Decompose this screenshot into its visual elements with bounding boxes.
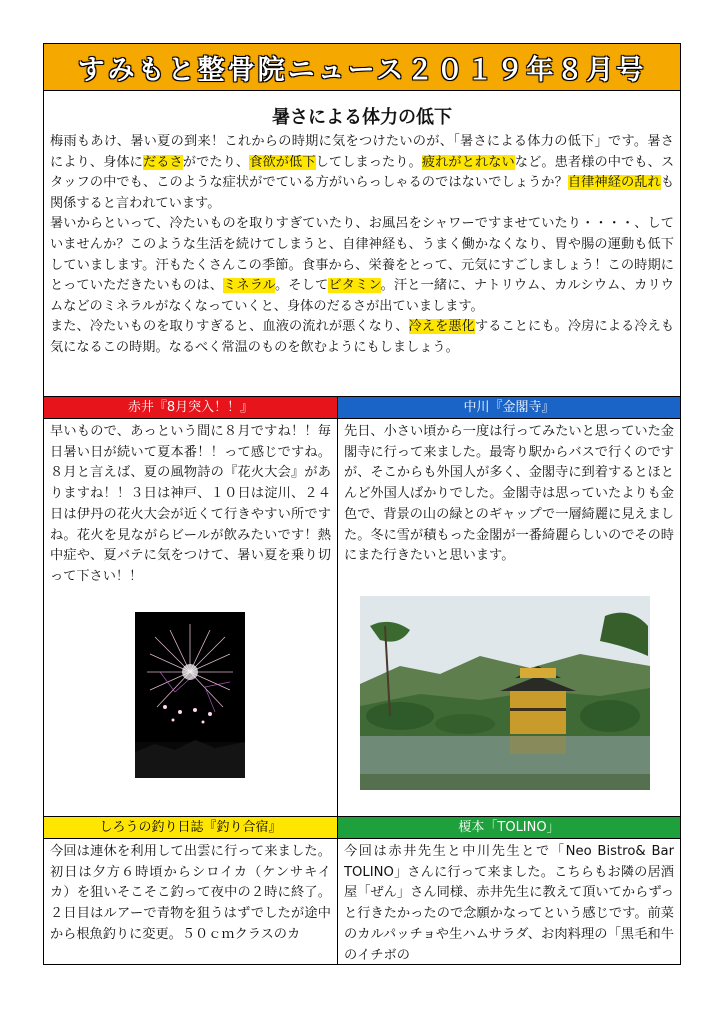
lead-article-body xyxy=(44,127,680,359)
highlight-text: 疲れがとれない xyxy=(421,154,515,170)
newsletter-frame xyxy=(43,43,681,965)
shirou-text: 今回は連休を利用して出雲に行って来ました。初日は夕方６時頃からシロイカ（ケンサキイカ）を狙いそこそこ釣って夜中の２時に終了。２日目はルアーで青物を狙うはずでしたが途中から根魚釣りに変更。５０ｃｍクラスのカ xyxy=(50,844,331,942)
highlight-text: だるさ xyxy=(142,154,183,170)
nakagawa-text: 先日、小さい頃から一度は行ってみたいと思っていた金閣寺に行って来ました。最寄り駅からバスで行くのですが、そこからも外国人が多く、金閣寺に到着するとほとんど外国人ばかりでした。金閣寺は思っていたよりも金色で、背景の山の緑とのギャップで一層綺麗に見えました。冬に雪が積もった金閣が一番綺麗らしいのでその時にまた行きたいと思います。 xyxy=(344,424,674,564)
lead-text: してしまったり。 xyxy=(315,154,422,170)
newsletter-title: すみもと整骨院ニュース２０１９年８月号 xyxy=(77,54,647,86)
akai-text: 早いもので、あっという間に８月ですね！！毎日暑い日が続いて夏本番！！って感じですね。８月と言えば、夏の風物詩の『花火大会』がありますね！！３日は神戸、１０日は淀川、２４日は伊丹の花火大会が近くて行きやすい所ですね。花火を見ながらビールが飲みたいです！熱中症や、夏バテに気をつけて、暑い夏を乗り切って下さい！！ xyxy=(50,424,331,584)
akai-column xyxy=(44,396,338,816)
lead-text: 暑いからといって、冷たいものを取りすぎていたり、お風呂をシャワーですませていたり・・・・、していませんか？このような生活を続けてしまうと、自律神経も、うまく働かなくなり、胃や腸の運動も低下していまします。汗もたくさんこの季節。食事から、栄養をとって、元気にすごしましょう！この時期にとっていただきたいものは、 xyxy=(50,216,674,294)
enomoto-heading: 榎本「TOLINO」 xyxy=(338,816,680,839)
highlight-text: 食欲が低下 xyxy=(249,154,316,170)
lead-text: 梅雨もあけ、暑い夏の到来！これからの時期に気をつけたいのが、「暑さによる体力の低下」です。暑さにより、身体に xyxy=(50,134,674,170)
middle-row xyxy=(44,396,680,816)
lead-article-title: 暑さによる体力の低下 xyxy=(272,107,452,128)
enomoto-text: 今回は赤井先生と中川先生とで「Neo Bistro& Bar TOLINO」さんに行って来ました。こちらもお隣の居酒屋「ぜん」さん同様、赤井先生に教えて頂いてからずっと行きたかったので念願かなってという感じです。前菜のカルパッチョや生ハムサラダ、お肉料理の「黒毛和牛のイチボの xyxy=(344,844,674,963)
highlight-text: 冷えを悪化 xyxy=(408,319,475,335)
title-bar xyxy=(44,44,680,91)
akai-heading: 赤井『8月突入！！』 xyxy=(44,396,337,419)
lead-text: も関係すると言われています。 xyxy=(50,175,674,211)
lead-text: することにも。冷房による冷えも気になるこの時期。なるべく常温のものを飲むようにもしましょう。 xyxy=(50,319,675,355)
nakagawa-column xyxy=(338,396,680,816)
lead-text: など。患者様の中でも、スタッフの中でも、このような症状がでている方がいらっしゃるのではないでしょうか？ xyxy=(50,154,675,191)
highlight-text: 自律神経の乱れ xyxy=(567,175,661,191)
lead-text: がでたり、 xyxy=(182,154,250,170)
kinkakuji-photo xyxy=(360,596,650,790)
shirou-heading: しろうの釣り日誌『釣り合宿』 xyxy=(44,816,337,839)
highlight-text: ミネラル xyxy=(223,278,275,294)
lead-text: また、冷たいものを取りすぎると、血液の流れが悪くなり、 xyxy=(50,319,409,335)
highlight-text: ビタミン xyxy=(328,278,381,294)
lead-text: 。そして xyxy=(274,278,329,294)
shirou-column xyxy=(44,816,338,965)
enomoto-column xyxy=(338,816,680,965)
lead-text: 。汗と一緒に、ナトリウム、カルシウム、カリウムなどのミネラルがなくなっていくと、身体のだるさが出ていまします。 xyxy=(50,278,674,314)
nakagawa-heading: 中川『金閣寺』 xyxy=(338,396,680,419)
fireworks-photo xyxy=(135,612,245,778)
bottom-row xyxy=(44,816,680,965)
